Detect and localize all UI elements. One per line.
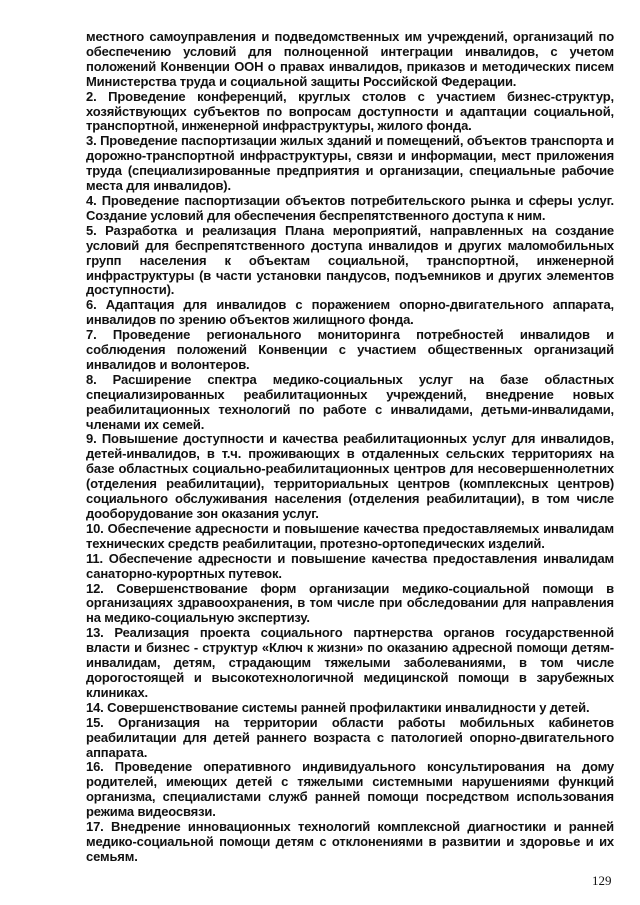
list-item-3: 3. Проведение паспортизации жилых зданий и помещений, объектов транспорта и дорожно-транспортной инфраструктуры, связи и информации, мест приложения труда (специализированные предприятия и организации, специальные рабочие места для инвалидов). xyxy=(86,133,614,194)
list-item-5: 5. Разработка и реализация Плана мероприятий, направленных на создание условий для беспрепятственного доступа инвалидов и других маломобильных групп населения к объектам социальной, транспортной, инженерной инфраструктуры (в части установки пандусов, подъемников и других элементов доступности). xyxy=(86,222,614,298)
list-item-10: 10. Обеспечение адресности и повышение качества предоставляемых инвалидам технических средств реабилитации, протезно-ортопедических изделий. xyxy=(86,520,614,551)
list-item-12: 12. Совершенствование форм организации медико-социальной помощи в организациях здравоохранения, в том числе при обследовании для направления на медико-социальную экспертизу. xyxy=(86,580,614,626)
list-item-16: 16. Проведение оперативного индивидуального консультирования на дому родителей, имеющих детей с тяжелыми системными нарушениями функций организма, специалистами служб ранней помощи посредством использования режима видеосвязи. xyxy=(86,759,614,820)
document-body xyxy=(86,30,614,865)
list-item-13: 13. Реализация проекта социального партнерства органов государственной власти и бизнес - структур «Ключ к жизни» по оказанию адресной помощи детям-инвалидам, детям, страдающим тяжелыми заболеваниями, в том числе дорогостоящей и высокотехнологичной медицинской помощи в зарубежных клиниках. xyxy=(86,625,614,700)
page-number: 129 xyxy=(592,873,612,888)
list-item-7: 7. Проведение регионального мониторинга потребностей инвалидов и соблюдения положений Конвенции с участием общественных организаций инвалидов и волонтеров. xyxy=(86,327,614,372)
list-item-15: 15. Организация на территории области работы мобильных кабинетов реабилитации для детей раннего возраста с патологией опорно-двигательного аппарата. xyxy=(86,714,614,760)
list-item-6: 6. Адаптация для инвалидов с поражением опорно-двигательного аппарата, инвалидов по зрению объектов жилищного фонда. xyxy=(86,297,614,328)
list-item-8: 8. Расширение спектра медико-социальных услуг на базе областных специализированных реабилитационных учреждений, внедрение новых реабилитационных технологий по работе с инвалидами, детьми-инвалидами, членами их семей. xyxy=(86,371,614,432)
list-item-11: 11. Обеспечение адресности и повышение качества предоставления инвалидам санаторно-курортных путевок. xyxy=(86,550,614,581)
list-item-17: 17. Внедрение инновационных технологий комплексной диагностики и ранней медико-социальной помощи детям с отклонениями в развитии и здоровье и их семьям. xyxy=(86,819,614,864)
list-item-4: 4. Проведение паспортизации объектов потребительского рынка и сферы услуг. Создание условий для обеспечения беспрепятственного доступа к ним. xyxy=(86,192,614,223)
list-item-2: 2. Проведение конференций, круглых столов с участием бизнес-структур, хозяйствующих субъектов по вопросам доступности и адаптации социальной, транспортной, инженерной инфраструктуры, жилого фонда. xyxy=(86,88,614,134)
list-item-9: 9. Повышение доступности и качества реабилитационных услуг для инвалидов, детей-инвалидов, в т.ч. проживающих в отдаленных сельских территориях на базе областных социально-реабилитационных центров для несовершеннолетних (отделения реабилитации), территориальных центров (комплексных центров) социального обслуживания населения (отделения реабилитации), в том числе дооборудование зон оказания услуг. xyxy=(86,431,614,521)
list-item-14: 14. Совершенствование системы ранней профилактики инвалидности у детей. xyxy=(86,699,590,715)
paragraph-intro-continuation: местного самоуправления и подведомственных им учреждений, организаций по обеспечению условий для полноценной интеграции инвалидов, с учетом положений Конвенции ООН о правах инвалидов, приказов и методических писем Министерства труда и социальной защиты Российской Федерации. xyxy=(86,29,614,89)
